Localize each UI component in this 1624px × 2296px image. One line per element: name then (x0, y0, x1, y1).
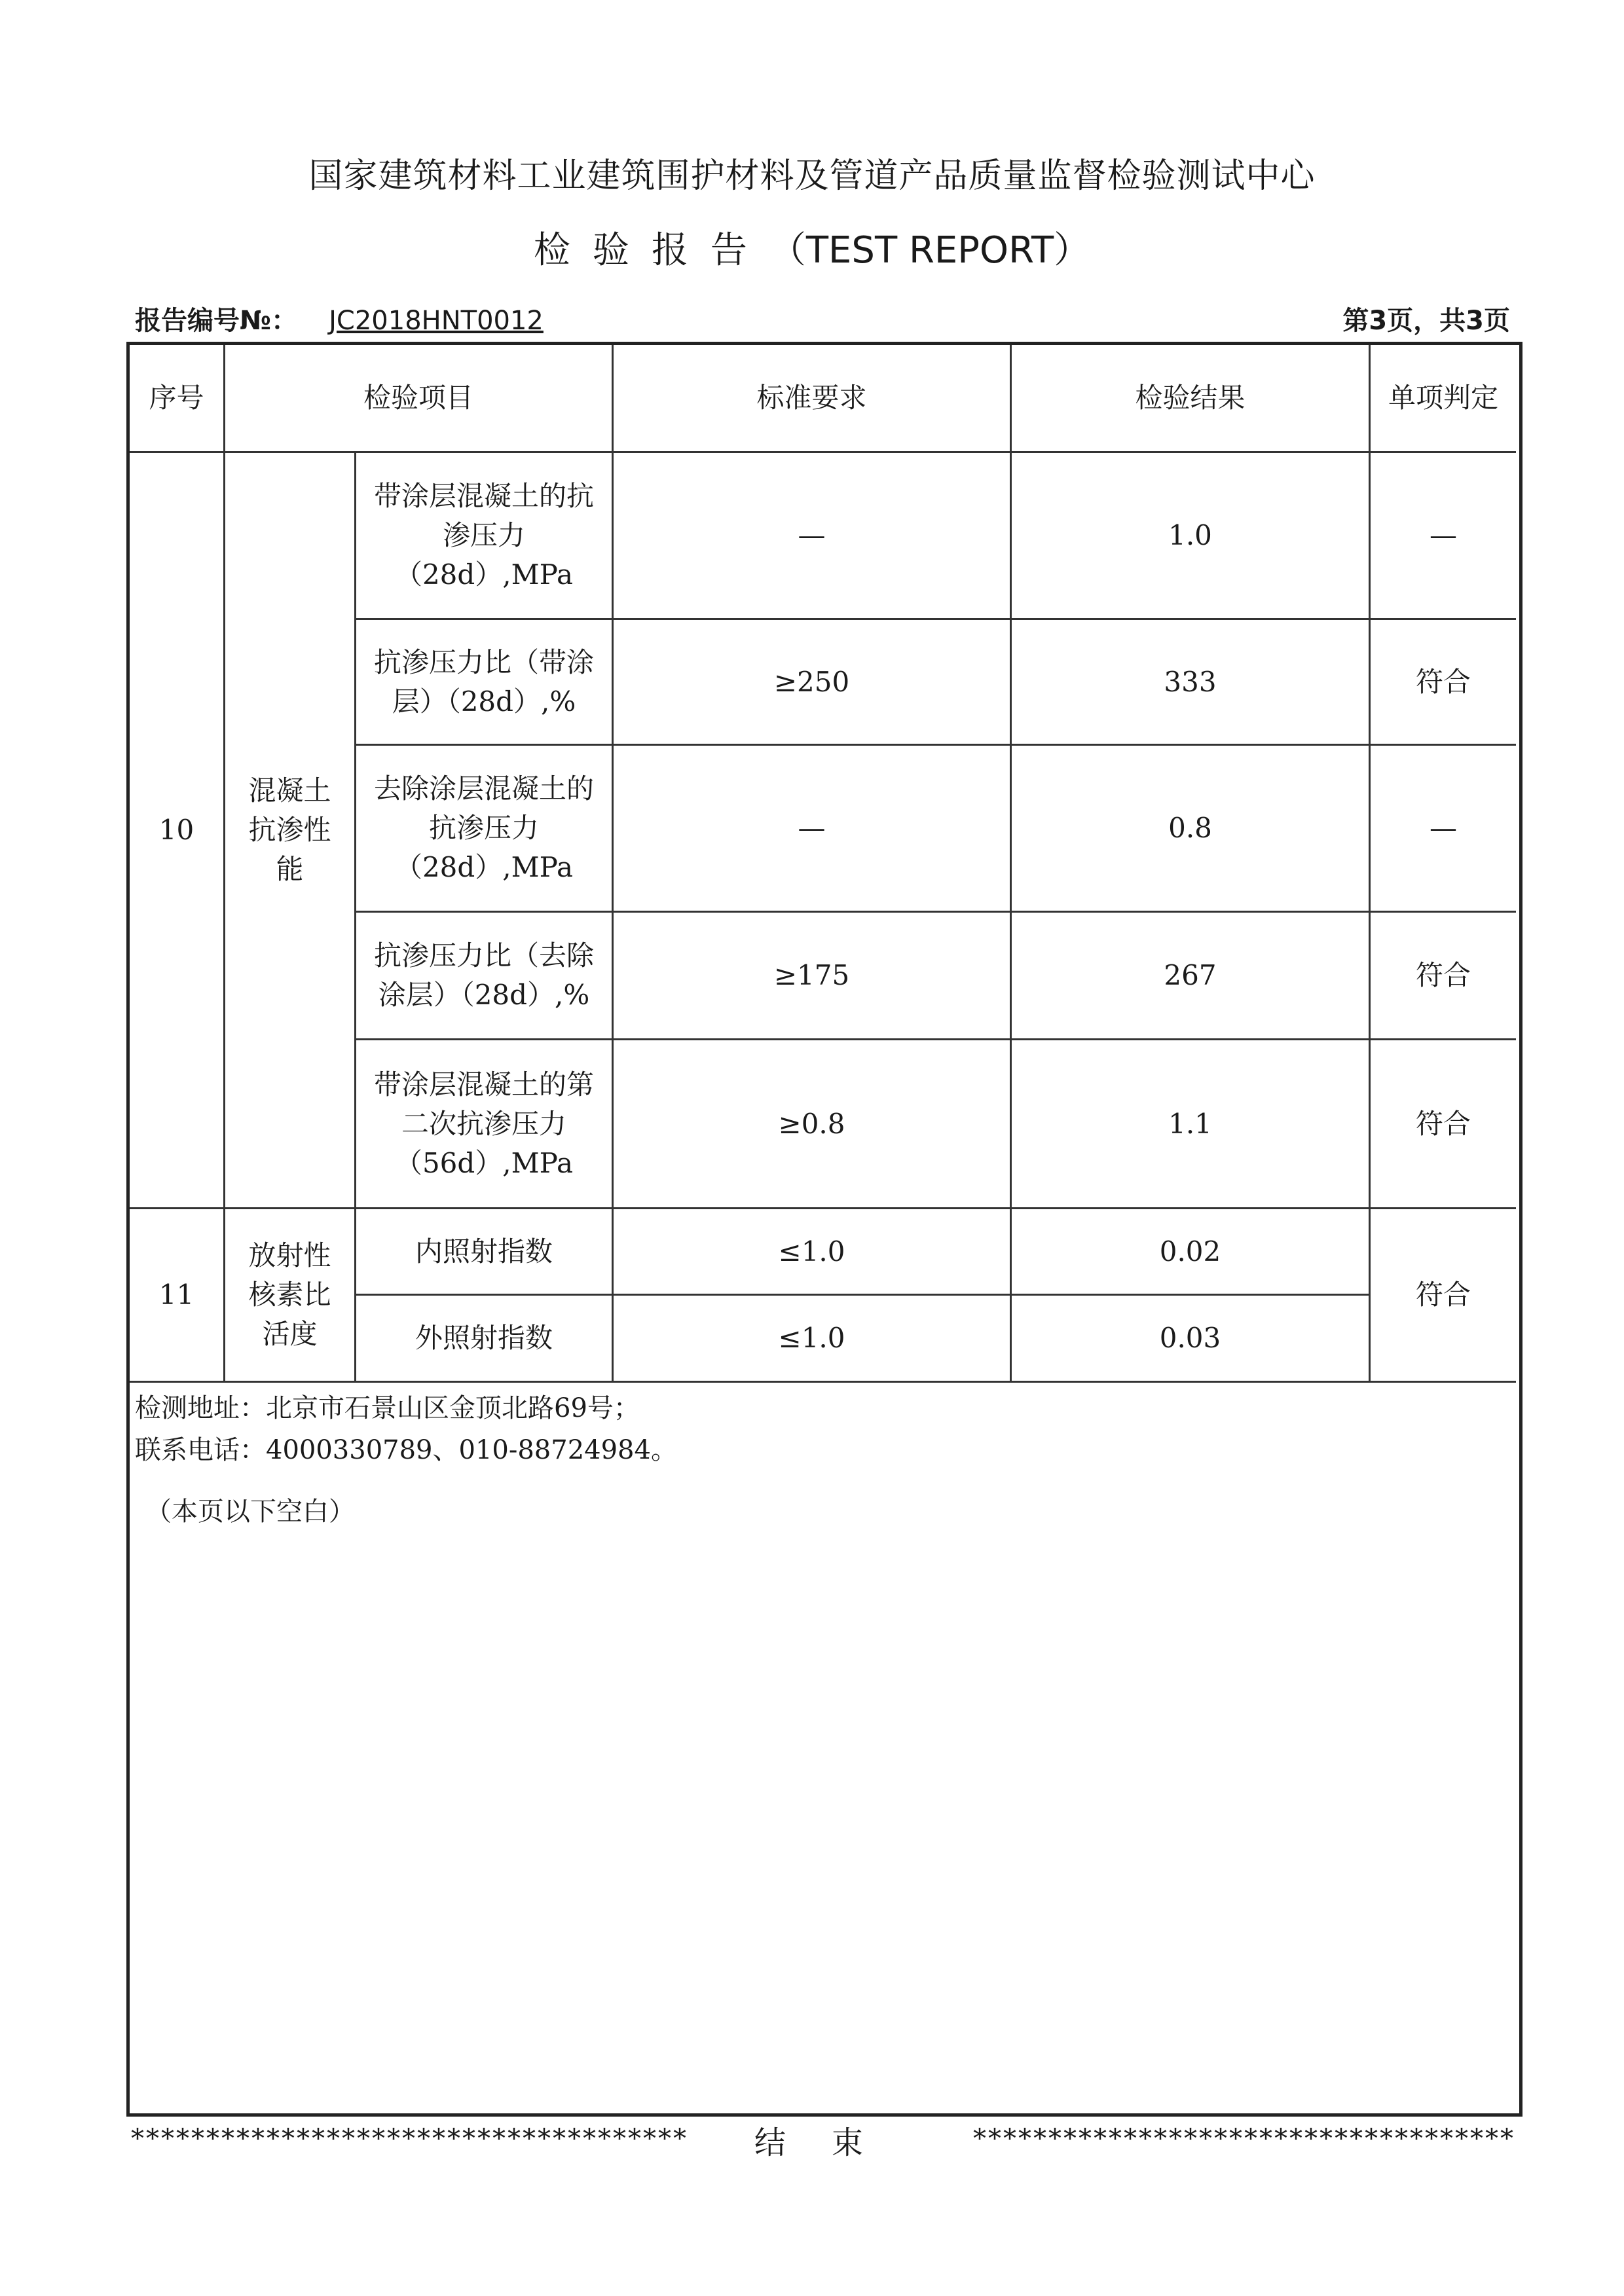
col-header-requirement: 标准要求 (614, 345, 1012, 453)
org-title: 国家建筑材料工业建筑围护材料及管道产品质量监督检验测试中心 (308, 156, 1316, 196)
result-cell: 267 (1012, 913, 1371, 1040)
col-header-result: 检验结果 (1012, 345, 1371, 453)
report-number-value: JC2018HNT0012 (329, 306, 544, 336)
sub-item: 内照射指数 (356, 1209, 614, 1296)
end-stars-right: ************************************ (973, 2124, 1515, 2154)
report-title-en: （TEST REPORT） (769, 229, 1091, 272)
col-header-item: 检验项目 (225, 345, 614, 453)
row-no-10: 10 (130, 453, 225, 1209)
sub-item: 去除涂层混凝土的抗渗压力（28d）,MPa (356, 746, 614, 913)
result-cell: 1.0 (1012, 453, 1371, 620)
requirement-cell: ≤1.0 (614, 1209, 1012, 1296)
result-cell: 1.1 (1012, 1040, 1371, 1209)
row-item-10: 混凝土抗渗性能 (225, 453, 356, 1209)
requirement-cell: ≥250 (614, 620, 1012, 746)
requirement-cell: ≤1.0 (614, 1296, 1012, 1383)
test-address: 检测地址：北京市石景山区金顶北路69号； (135, 1393, 640, 1423)
sub-item: 抗渗压力比（去除涂层）（28d）,% (356, 913, 614, 1040)
judgement-cell: — (1371, 746, 1516, 913)
result-cell: 333 (1012, 620, 1371, 746)
result-cell: 0.03 (1012, 1296, 1371, 1383)
judgement-cell: 符合 (1371, 620, 1516, 746)
col-header-no: 序号 (130, 345, 225, 453)
row-item-11: 放射性核素比活度 (225, 1209, 356, 1383)
report-title (0, 221, 1624, 274)
sub-item: 外照射指数 (356, 1296, 614, 1383)
result-cell: 0.02 (1012, 1209, 1371, 1296)
judgement-cell: — (1371, 453, 1516, 620)
result-cell: 0.8 (1012, 746, 1371, 913)
contact-phone: 联系电话：4000330789、010-88724984。 (135, 1435, 677, 1465)
page-indicator: 第3页，共3页 (1342, 306, 1510, 336)
sub-item: 带涂层混凝土的抗渗压力（28d）,MPa (356, 453, 614, 620)
judgement-cell: 符合 (1371, 913, 1516, 1040)
end-stars-left: ************************************* (131, 2124, 688, 2154)
report-number (135, 300, 544, 337)
requirement-cell: — (614, 453, 1012, 620)
requirement-cell: ≥175 (614, 913, 1012, 1040)
end-marker: 结束 (754, 2124, 909, 2161)
report-number-label: 报告编号№： (135, 306, 298, 336)
judgement-cell: 符合 (1371, 1040, 1516, 1209)
judgement-cell: 符合 (1371, 1209, 1516, 1383)
sub-item: 抗渗压力比（带涂层）（28d）,% (356, 620, 614, 746)
report-title-cn: 检验报告 (533, 229, 769, 272)
col-header-judgement: 单项判定 (1371, 345, 1516, 453)
requirement-cell: — (614, 746, 1012, 913)
sub-item: 带涂层混凝土的第二次抗渗压力（56d）,MPa (356, 1040, 614, 1209)
report-frame (126, 342, 1522, 2117)
row-no-11: 11 (130, 1209, 225, 1383)
blank-note: （本页以下空白） (145, 1497, 355, 1527)
requirement-cell: ≥0.8 (614, 1040, 1012, 1209)
